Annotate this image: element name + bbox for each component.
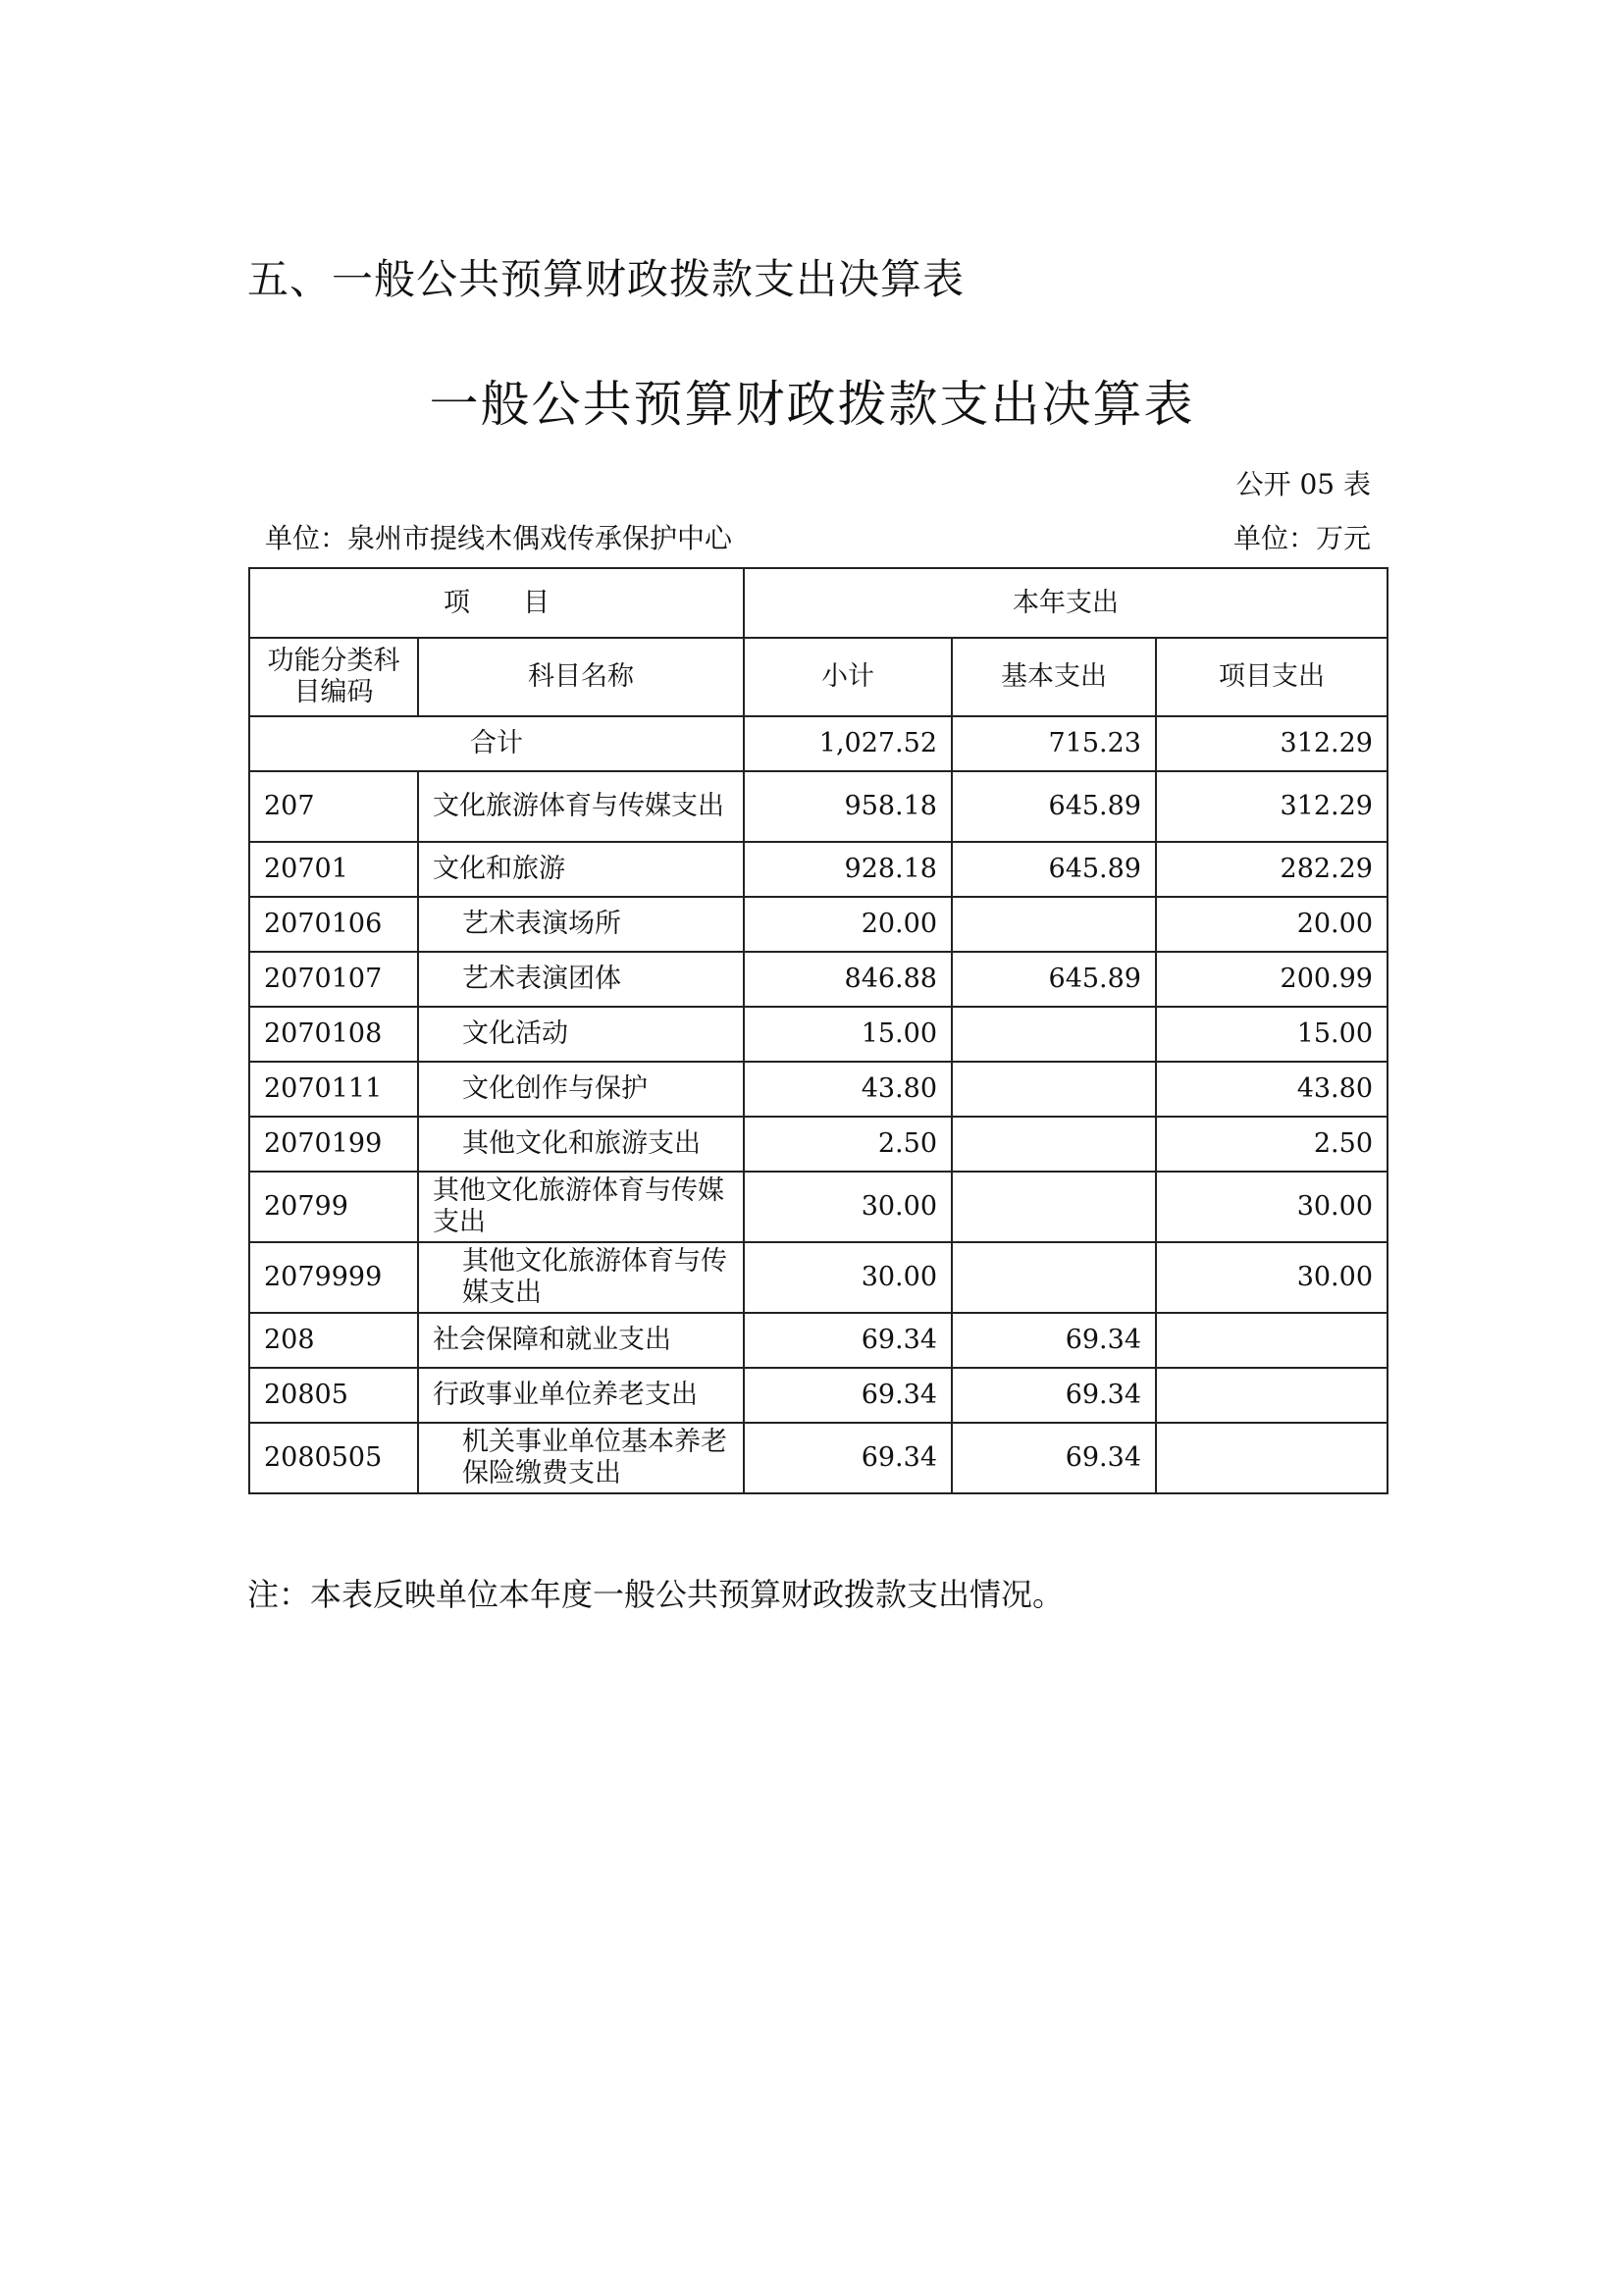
row-basic: 69.34: [952, 1423, 1156, 1493]
header-project: 项 目: [249, 568, 744, 638]
table-note: 注：本表反映单位本年度一般公共预算财政拨款支出情况。: [247, 1576, 1065, 1613]
row-name: 其他文化旅游体育与传媒支出: [418, 1242, 744, 1313]
row-name: 机关事业单位基本养老保险缴费支出: [418, 1423, 744, 1493]
header-subtotal: 小计: [744, 638, 952, 716]
row-project: 43.80: [1156, 1062, 1388, 1117]
row-name: 文化旅游体育与传媒支出: [418, 771, 744, 842]
row-subtotal: 2.50: [744, 1117, 952, 1172]
document-title: 一般公共预算财政拨款支出决算表: [429, 376, 1195, 433]
row-name: 文化创作与保护: [418, 1062, 744, 1117]
row-basic: [952, 1062, 1156, 1117]
table-row: [249, 771, 1388, 842]
row-code: 2079999: [249, 1242, 418, 1313]
total-subtotal: 1,027.52: [744, 716, 952, 771]
row-code: 2070111: [249, 1062, 418, 1117]
row-project: 20.00: [1156, 897, 1388, 952]
row-code: 20805: [249, 1368, 418, 1423]
row-code: 2070106: [249, 897, 418, 952]
expenditure-table: [248, 567, 1388, 1494]
row-code: 2080505: [249, 1423, 418, 1493]
row-name: 其他文化和旅游支出: [418, 1117, 744, 1172]
table-row: [249, 897, 1388, 952]
row-project: 200.99: [1156, 952, 1388, 1007]
row-project: 30.00: [1156, 1172, 1388, 1242]
table-subheader-row: [249, 638, 1388, 716]
row-basic: [952, 1117, 1156, 1172]
table-row: [249, 842, 1388, 897]
row-basic: [952, 1242, 1156, 1313]
row-subtotal: 846.88: [744, 952, 952, 1007]
row-project: [1156, 1368, 1388, 1423]
row-code: 207: [249, 771, 418, 842]
unit-currency: 单位：万元: [1232, 522, 1371, 554]
table-row: [249, 952, 1388, 1007]
table-row: [249, 1368, 1388, 1423]
row-basic: [952, 1007, 1156, 1062]
row-subtotal: 958.18: [744, 771, 952, 842]
total-label: 合计: [249, 716, 744, 771]
section-heading: 五、一般公共预算财政拨款支出决算表: [247, 255, 966, 303]
row-name: 艺术表演场所: [418, 897, 744, 952]
row-name: 其他文化旅游体育与传媒支出: [418, 1172, 744, 1242]
table-header-row: [249, 568, 1388, 638]
table-row: [249, 1172, 1388, 1242]
row-project: 282.29: [1156, 842, 1388, 897]
row-basic: 69.34: [952, 1313, 1156, 1368]
table-row: [249, 1313, 1388, 1368]
row-subtotal: 15.00: [744, 1007, 952, 1062]
row-basic: 645.89: [952, 952, 1156, 1007]
row-subtotal: 69.34: [744, 1423, 952, 1493]
row-name: 文化活动: [418, 1007, 744, 1062]
row-code: 2070108: [249, 1007, 418, 1062]
total-basic: 715.23: [952, 716, 1156, 771]
row-project: 312.29: [1156, 771, 1388, 842]
header-project-expense: 项目支出: [1156, 638, 1388, 716]
row-basic: [952, 897, 1156, 952]
row-basic: 69.34: [952, 1368, 1156, 1423]
row-project: [1156, 1313, 1388, 1368]
form-number: 公开 05 表: [1235, 468, 1371, 500]
row-name: 艺术表演团体: [418, 952, 744, 1007]
row-basic: 645.89: [952, 771, 1156, 842]
row-name: 行政事业单位养老支出: [418, 1368, 744, 1423]
row-subtotal: 43.80: [744, 1062, 952, 1117]
row-subtotal: 928.18: [744, 842, 952, 897]
row-subtotal: 30.00: [744, 1172, 952, 1242]
header-code: 功能分类科目编码: [249, 638, 418, 716]
row-code: 2070199: [249, 1117, 418, 1172]
row-subtotal: 30.00: [744, 1242, 952, 1313]
table-row: [249, 1062, 1388, 1117]
header-current-year: 本年支出: [744, 568, 1388, 638]
row-code: 2070107: [249, 952, 418, 1007]
row-code: 20799: [249, 1172, 418, 1242]
table-row: [249, 1117, 1388, 1172]
row-name: 社会保障和就业支出: [418, 1313, 744, 1368]
row-subtotal: 69.34: [744, 1313, 952, 1368]
row-basic: 645.89: [952, 842, 1156, 897]
row-project: 2.50: [1156, 1117, 1388, 1172]
total-row: [249, 716, 1388, 771]
row-code: 20701: [249, 842, 418, 897]
header-name: 科目名称: [418, 638, 744, 716]
row-name: 文化和旅游: [418, 842, 744, 897]
row-subtotal: 69.34: [744, 1368, 952, 1423]
total-project: 312.29: [1156, 716, 1388, 771]
row-basic: [952, 1172, 1156, 1242]
row-code: 208: [249, 1313, 418, 1368]
row-project: 15.00: [1156, 1007, 1388, 1062]
row-project: 30.00: [1156, 1242, 1388, 1313]
table-row: [249, 1423, 1388, 1493]
header-basic: 基本支出: [952, 638, 1156, 716]
row-subtotal: 20.00: [744, 897, 952, 952]
row-project: [1156, 1423, 1388, 1493]
table-row: [249, 1007, 1388, 1062]
table-row: [249, 1242, 1388, 1313]
unit-organization: 单位：泉州市提线木偶戏传承保护中心: [265, 522, 733, 554]
